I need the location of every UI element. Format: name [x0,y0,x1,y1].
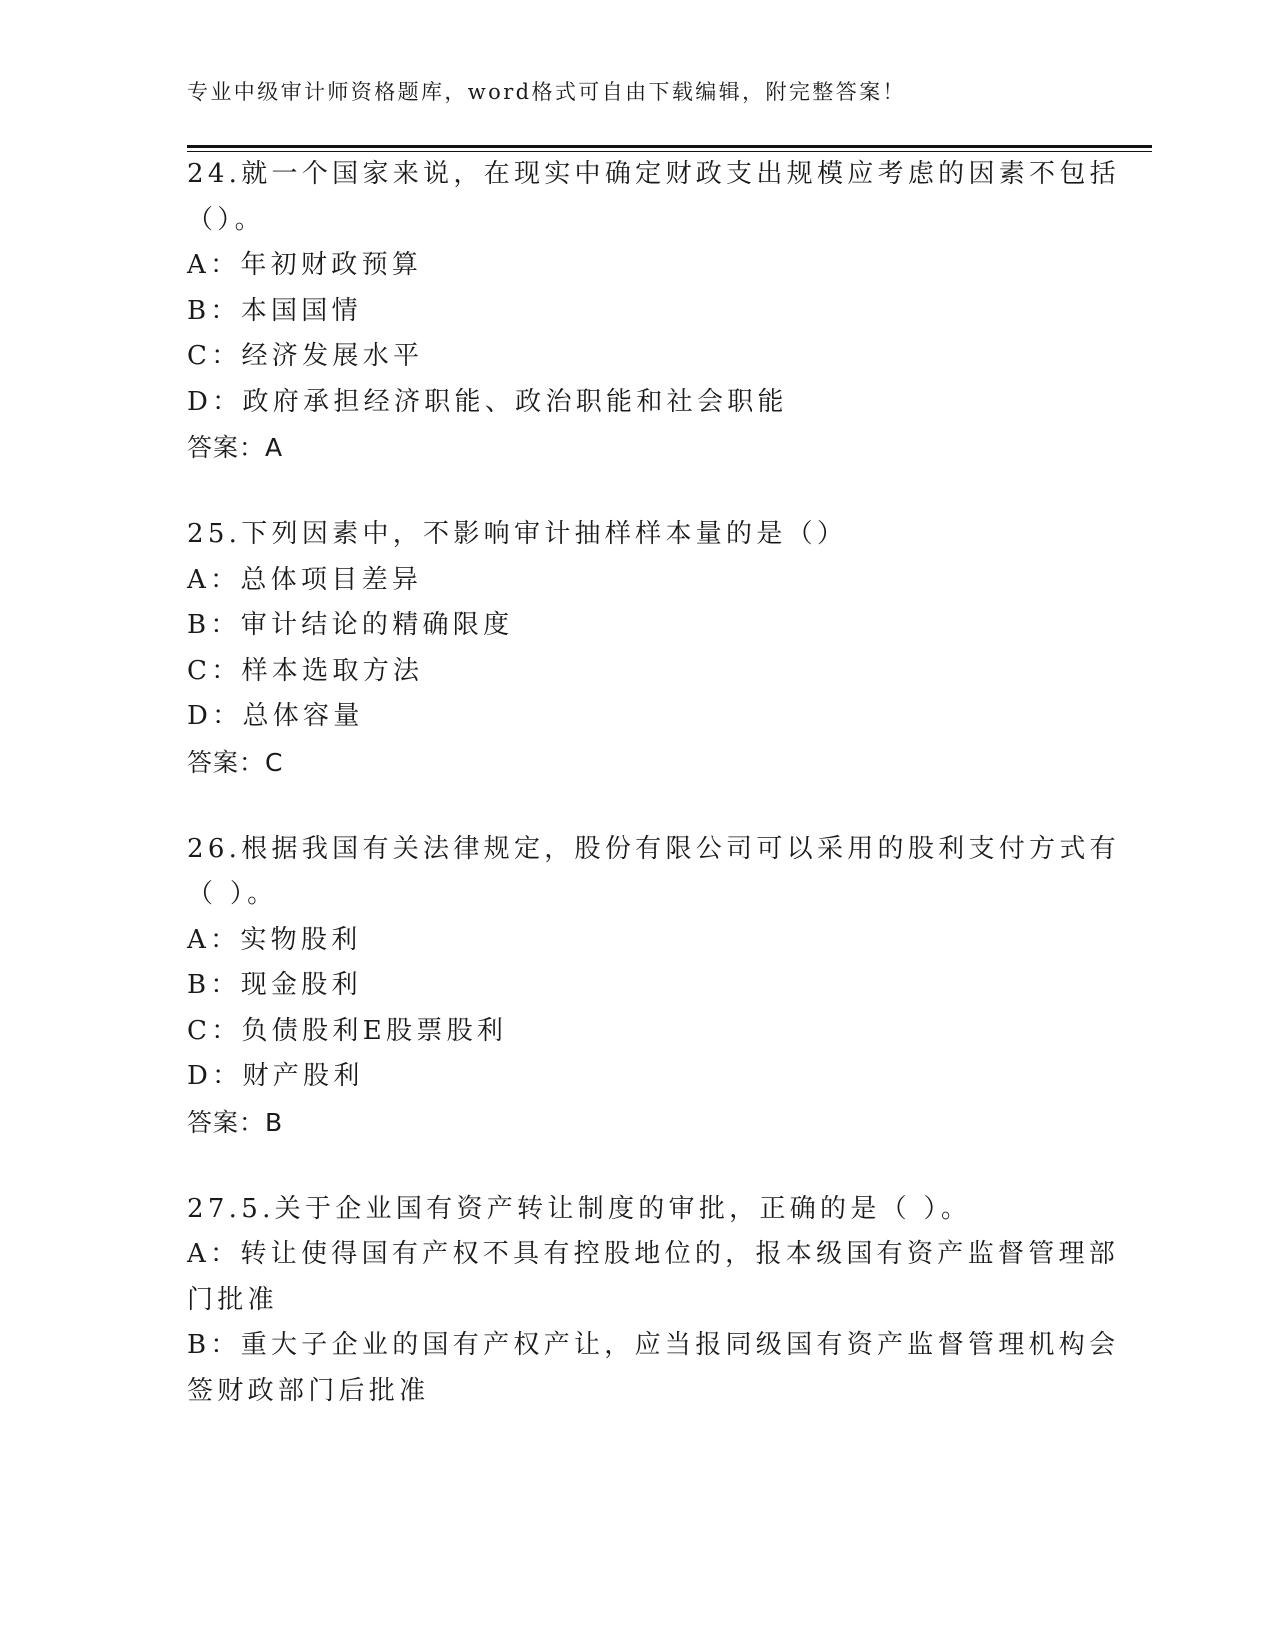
question-stem-line: （）。 [187,204,265,235]
question-stem-line: 26.根据我国有关法律规定，股份有限公司可以采用的股利支付方式有 [187,833,1120,864]
option-b-continued: 签财政部门后批准 [187,1375,430,1406]
option-a: A：总体项目差异 [187,564,423,595]
option-c: C：样本选取方法 [187,655,424,686]
question-24 [187,152,1120,470]
option-a-continued: 门批准 [187,1284,278,1315]
option-b: B：本国国情 [187,295,362,326]
option-a: A：年初财政预算 [187,250,423,280]
option-a: A：实物股利 [187,924,362,955]
option-d: D：总体容量 [187,701,364,731]
question-stem-line: （ ）。 [187,879,278,909]
option-d: D：政府承担经济职能、政治职能和社会职能 [187,386,788,417]
option-c: C：负债股利E股票股利 [187,1015,508,1046]
option-d: D：财产股利 [187,1061,364,1091]
option-a: A：转让使得国有产权不具有控股地位的，报本级国有资产监督管理部 [187,1239,1120,1269]
question-list [187,152,1120,1456]
answer-line: 答案：B [187,1107,284,1137]
answer-line: 答案：C [187,747,284,777]
question-stem-line: 24.就一个国家来说，在现实中确定财政支出规模应考虑的因素不包括 [187,159,1120,189]
option-b: B：审计结论的精确限度 [187,610,514,640]
option-b: B：现金股利 [187,970,362,1000]
question-stem-line: 25.下列因素中，不影响审计抽样样本量的是（） [187,519,848,549]
question-26 [187,827,1120,1145]
option-c: C：经济发展水平 [187,341,424,371]
question-27 [187,1187,1120,1415]
answer-line: 答案：A [187,433,284,462]
question-stem-line: 27.5.关于企业国有资产转让制度的审批，正确的是（ ）。 [187,1193,972,1224]
page-header: 专业中级审计师资格题库，word格式可自由下载编辑，附完整答案！ [187,80,906,104]
question-25 [187,512,1087,785]
header-rule-thick [187,145,1152,148]
option-b: B：重大子企业的国有产权产让，应当报同级国有资产监督管理机构会 [187,1330,1120,1360]
